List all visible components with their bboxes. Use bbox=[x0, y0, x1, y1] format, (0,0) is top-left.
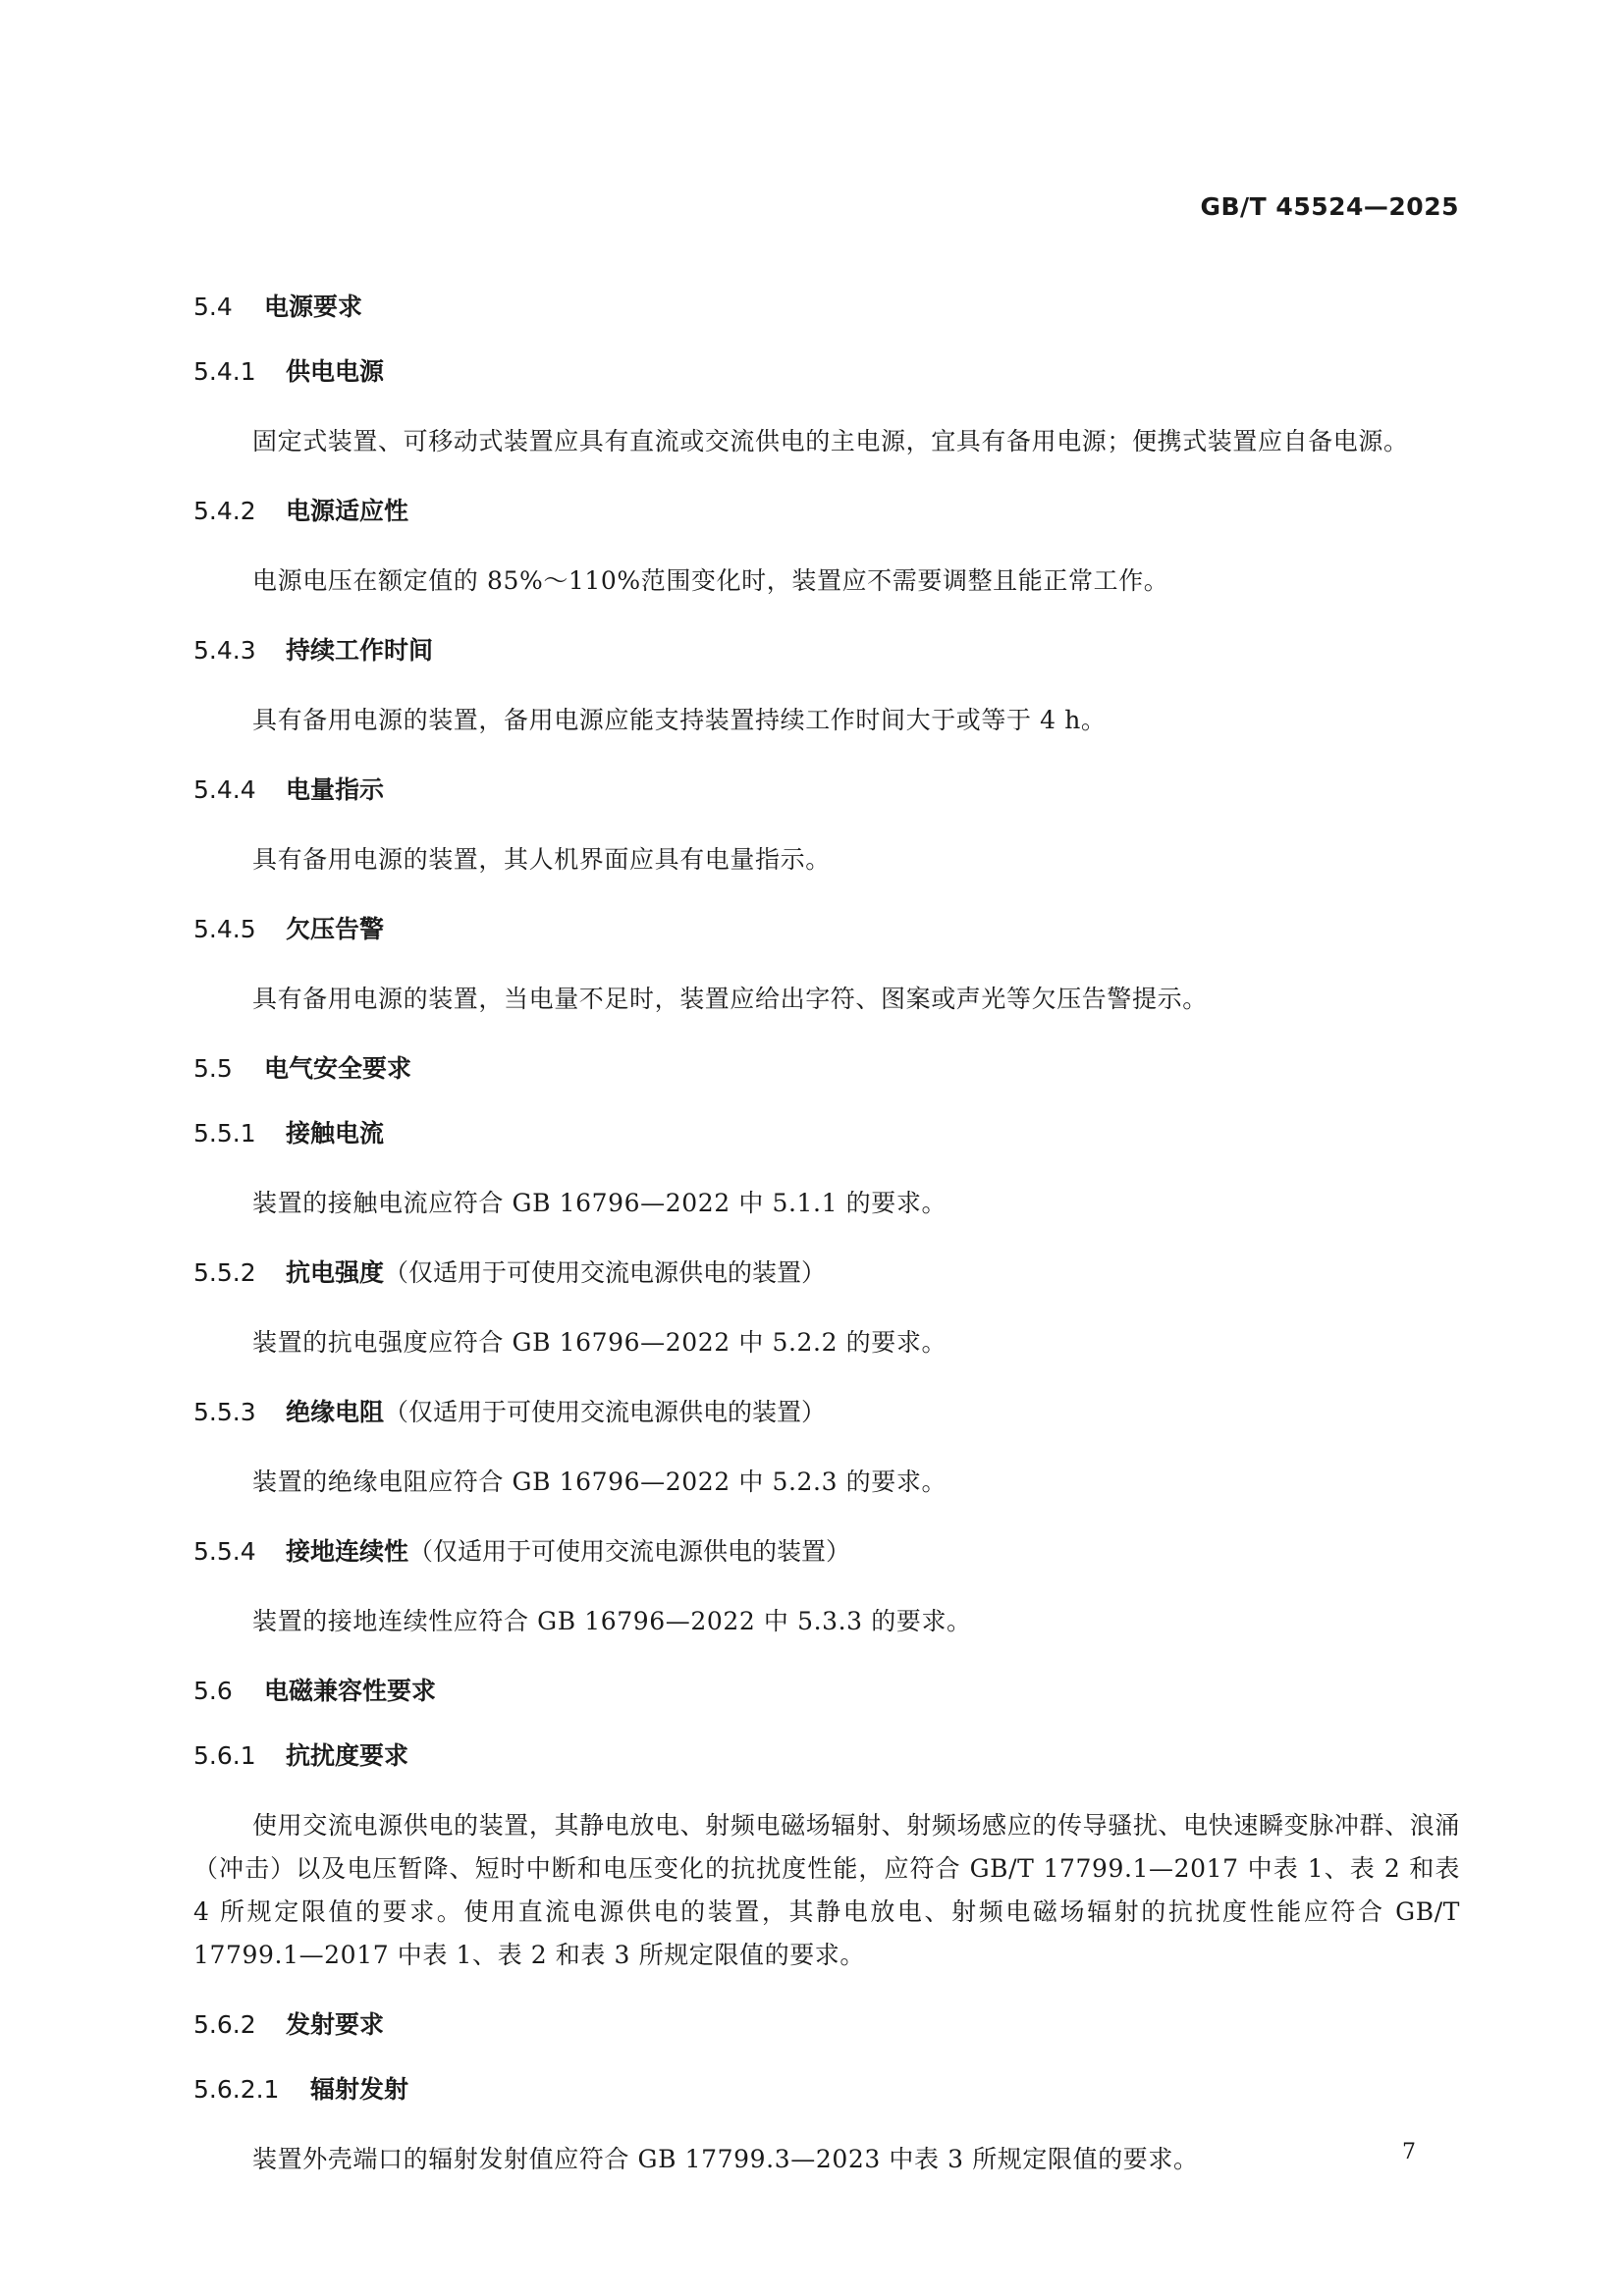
section-heading-5-4 bbox=[193, 291, 1460, 324]
section-paragraph-5-5-4: 装置的接地连续性应符合 GB 16796—2022 中 5.3.3 的要求。 bbox=[252, 1607, 972, 1635]
document-body bbox=[193, 291, 1460, 2213]
section-heading-5-5-1 bbox=[193, 1117, 1460, 1150]
section-heading-5-5-4 bbox=[193, 1535, 1460, 1569]
section-title-note: （仅适用于可使用交流电源供电的装置） bbox=[408, 1537, 851, 1566]
section-paragraph-5-4-4: 具有备用电源的装置，其人机界面应具有电量指示。 bbox=[252, 845, 831, 874]
section-title: 持续工作时间 bbox=[286, 636, 434, 665]
section-number: 5.6.2 bbox=[193, 2010, 256, 2039]
section-number: 5.4 bbox=[193, 293, 233, 321]
page-number: 7 bbox=[1402, 2140, 1416, 2164]
section-title: 发射要求 bbox=[286, 2010, 385, 2039]
section-heading-5-6 bbox=[193, 1675, 1460, 1708]
section-title: 电源适应性 bbox=[286, 497, 409, 525]
section-title: 抗扰度要求 bbox=[286, 1741, 409, 1770]
section-title: 电量指示 bbox=[286, 775, 385, 804]
section-title: 供电电源 bbox=[286, 357, 385, 386]
section-title: 欠压告警 bbox=[286, 915, 385, 943]
section-title: 接触电流 bbox=[286, 1119, 385, 1148]
section-number: 5.6.2.1 bbox=[193, 2075, 280, 2104]
section-title: 电磁兼容性要求 bbox=[264, 1677, 437, 1705]
section-number: 5.5 bbox=[193, 1054, 233, 1083]
section-paragraph-5-5-2: 装置的抗电强度应符合 GB 16796—2022 中 5.2.2 的要求。 bbox=[252, 1328, 947, 1357]
section-title: 电源要求 bbox=[264, 293, 363, 321]
section-paragraph-5-6-1: 使用交流电源供电的装置，其静电放电、射频电磁场辐射、射频场感应的传导骚扰、电快速瞬变脉冲群、浪涌（冲击）以及电压暂降、短时中断和电压变化的抗扰度性能，应符合 GB/T 17799.1—2017 中表 1、表 2 和表 4 所规定限值的要求。使用直流电源供电的装置，其静电放电、射频电磁场辐射的抗扰度性能应符合 GB/T 17799.1—2017 中表 1、表 2 和表 3 所规定限值的要求。 bbox=[193, 1811, 1460, 1969]
section-number: 5.4.4 bbox=[193, 775, 256, 804]
section-paragraph-5-6-2-1: 装置外壳端口的辐射发射值应符合 GB 17799.3—2023 中表 3 所规定限值的要求。 bbox=[252, 2145, 1199, 2173]
section-paragraph-5-4-3: 具有备用电源的装置，备用电源应能支持装置持续工作时间大于或等于 4 h。 bbox=[252, 706, 1107, 734]
section-number: 5.6 bbox=[193, 1677, 233, 1705]
section-number: 5.4.1 bbox=[193, 357, 256, 386]
section-paragraph-5-4-2: 电源电压在额定值的 85%～110%范围变化时，装置应不需要调整且能正常工作。 bbox=[252, 566, 1169, 595]
section-title-note: （仅适用于可使用交流电源供电的装置） bbox=[384, 1398, 827, 1426]
section-paragraph-5-4-5: 具有备用电源的装置，当电量不足时，装置应给出字符、图案或声光等欠压告警提示。 bbox=[252, 985, 1208, 1013]
section-heading-5-4-4 bbox=[193, 774, 1460, 807]
section-heading-5-4-3 bbox=[193, 634, 1460, 667]
standard-number: GB/T 45524—2025 bbox=[1200, 192, 1459, 221]
section-heading-5-5 bbox=[193, 1052, 1460, 1086]
section-heading-5-5-3 bbox=[193, 1396, 1460, 1429]
section-title: 电气安全要求 bbox=[264, 1054, 412, 1083]
section-number: 5.5.2 bbox=[193, 1258, 256, 1287]
section-heading-5-5-2 bbox=[193, 1256, 1460, 1290]
section-title: 辐射发射 bbox=[310, 2075, 409, 2104]
section-title: 绝缘电阻 bbox=[286, 1398, 385, 1426]
section-heading-5-6-2-1 bbox=[193, 2073, 1460, 2107]
section-number: 5.4.3 bbox=[193, 636, 256, 665]
section-number: 5.6.1 bbox=[193, 1741, 256, 1770]
section-number: 5.4.5 bbox=[193, 915, 256, 943]
section-title: 抗电强度 bbox=[286, 1258, 385, 1287]
section-paragraph-5-4-1: 固定式装置、可移动式装置应具有直流或交流供电的主电源，宜具有备用电源；便携式装置应自备电源。 bbox=[252, 427, 1409, 455]
section-number: 5.4.2 bbox=[193, 497, 256, 525]
section-heading-5-4-5 bbox=[193, 913, 1460, 946]
section-paragraph-5-5-3: 装置的绝缘电阻应符合 GB 16796—2022 中 5.2.3 的要求。 bbox=[252, 1468, 947, 1496]
section-heading-5-4-1 bbox=[193, 355, 1460, 389]
section-number: 5.5.3 bbox=[193, 1398, 256, 1426]
section-heading-5-4-2 bbox=[193, 495, 1460, 528]
section-title-note: （仅适用于可使用交流电源供电的装置） bbox=[384, 1258, 827, 1287]
section-title: 接地连续性 bbox=[286, 1537, 409, 1566]
section-heading-5-6-1 bbox=[193, 1739, 1460, 1773]
section-number: 5.5.1 bbox=[193, 1119, 256, 1148]
section-heading-5-6-2 bbox=[193, 2008, 1460, 2042]
section-number: 5.5.4 bbox=[193, 1537, 256, 1566]
section-paragraph-5-5-1: 装置的接触电流应符合 GB 16796—2022 中 5.1.1 的要求。 bbox=[252, 1189, 947, 1217]
